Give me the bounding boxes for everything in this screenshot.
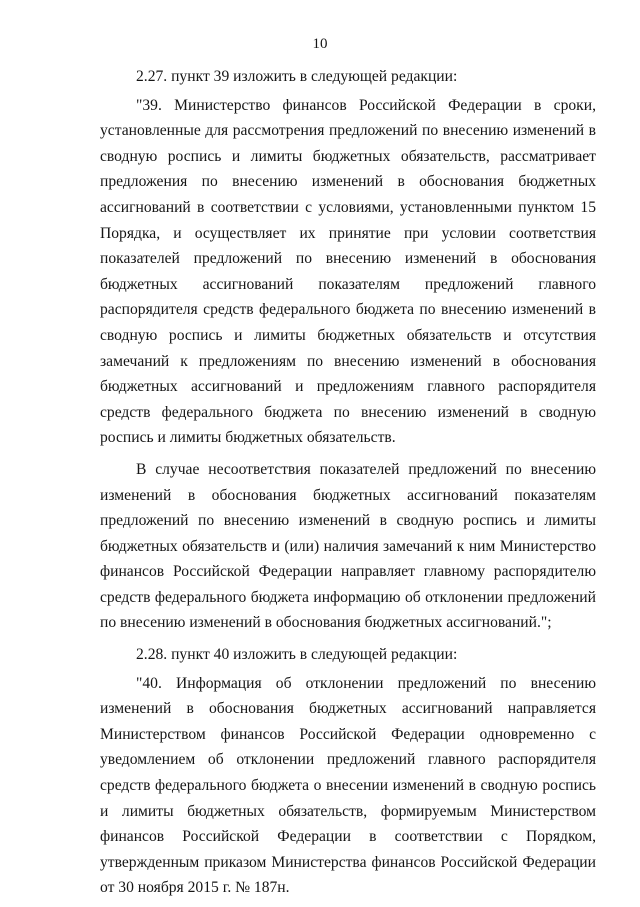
document-body [100,64,596,907]
paragraph-item-40: "40. Информация об отклонении предложений по внесению изменений в обоснования бюджетных ассигнований направляется Министерством финансов Российской Федерации одновременно с уведомлением об отклонении предложений главного распорядителя средств федерального бюджета о внесении изменений в сводную роспись и лимиты бюджетных обязательств, формируемым Министерством финансов Российской Федерации в соответствии с Порядком, утвержденным приказом Министерства финансов Российской Федерации от 30 ноября 2015 г. № 187н. [100,674,596,897]
paragraph-mismatch-case: В случае несоответствия показателей предложений по внесению изменений в обоснования бюджетных ассигнований показателям предложений по внесению изменений в сводную роспись и лимиты бюджетных обязательств и (или) наличия замечаний к ним Министерство финансов Российской Федерации направляет главному распорядителю средств федерального бюджета информацию об отклонении предложений по внесению изменений в обоснования бюджетных ассигнований."; [100,460,596,632]
paragraph-item-2-28: 2.28. пункт 40 изложить в следующей редакции: [136,646,458,664]
paragraph-item-2-27: 2.27. пункт 39 изложить в следующей редакции: [136,68,458,85]
page-number: 10 [312,36,328,52]
paragraph-item-39: "39. Министерство финансов Российской Федерации в сроки, установленные для рассмотрения предложений по внесению изменений в сводную роспись и лимиты бюджетных обязательств, рассматривает предложения по внесению изменений в обоснования бюджетных ассигнований в соответствии с условиями, установленными пунктом 15 Порядка, и осуществляет их принятие при условии соответствия показателей предложений по внесению изменений в обоснования бюджетных ассигнований показателям предложений главного распорядителя средств федерального бюджета по внесению изменений в сводную роспись и лимиты бюджетных обязательств и отсутствия замечаний к предложениям по внесению изменений в обоснования бюджетных ассигнований и предложениям главного распорядителя средств федерального бюджета по внесению изменений в сводную роспись и лимиты бюджетных обязательств. [100,96,596,447]
